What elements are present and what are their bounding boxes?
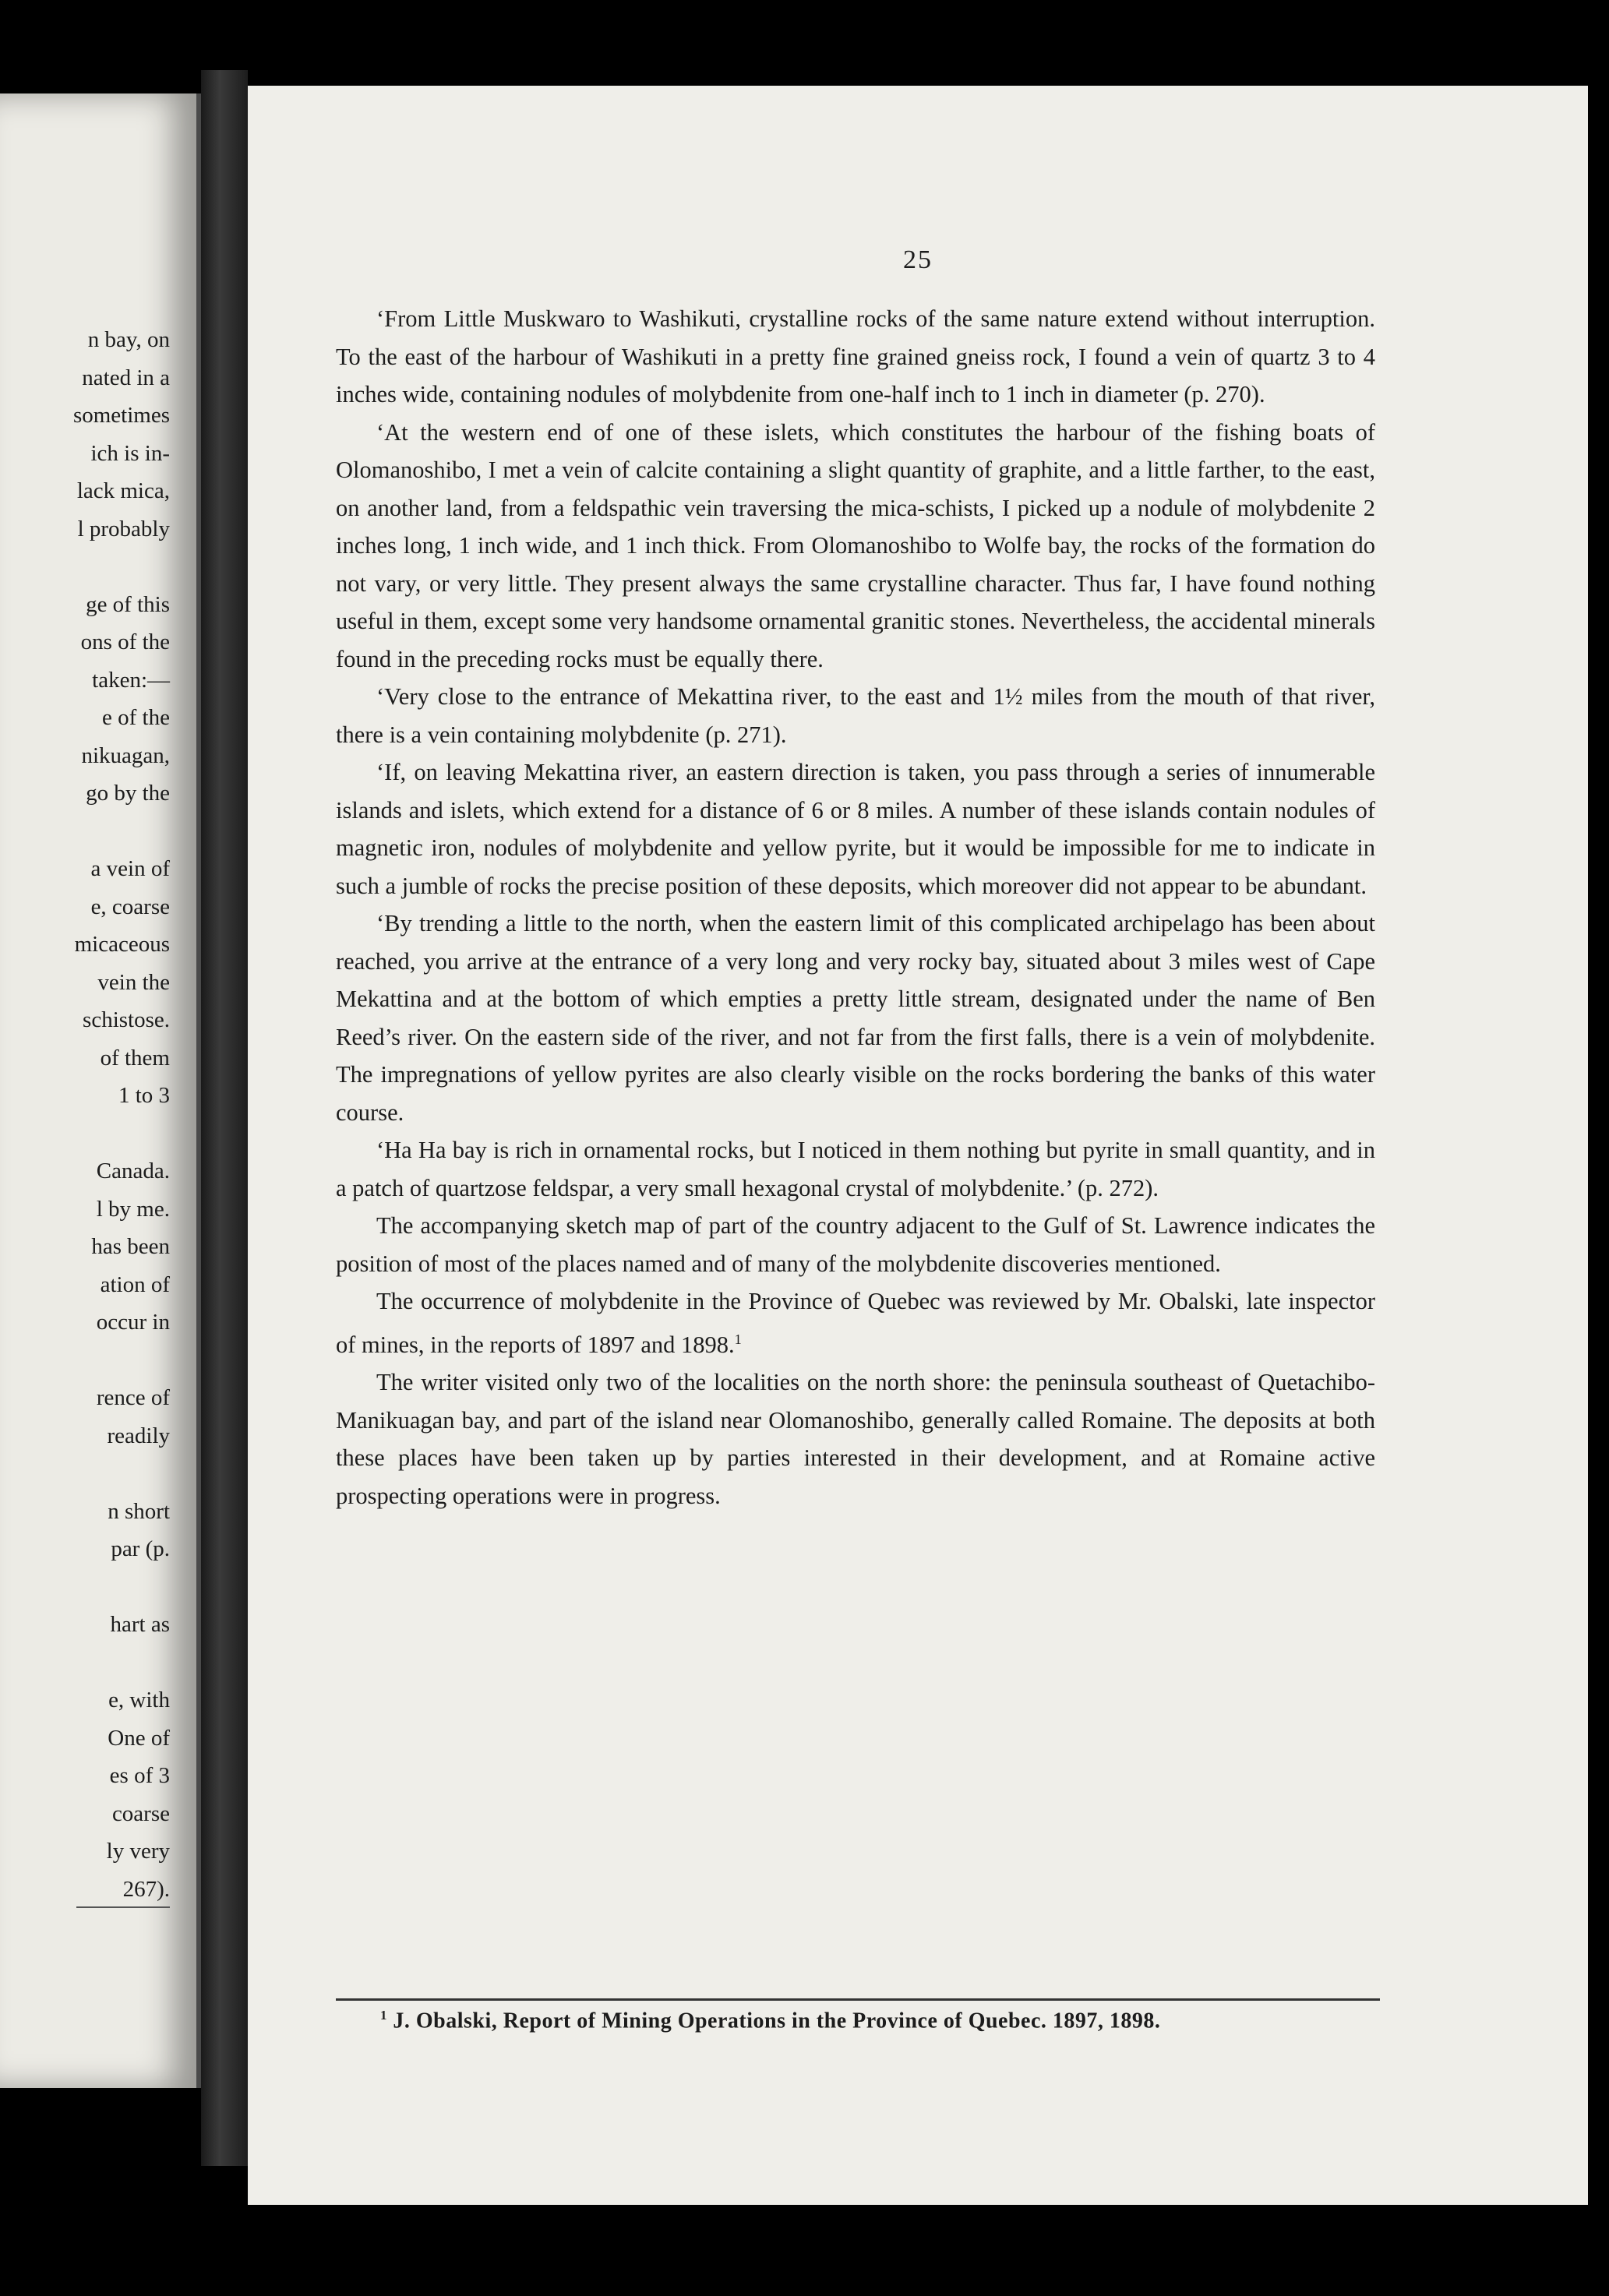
footnote-divider bbox=[336, 1998, 1380, 2001]
left-line bbox=[0, 1455, 170, 1493]
left-line: ge of this bbox=[86, 591, 170, 617]
left-line: taken:— bbox=[92, 667, 170, 693]
left-line: occur in bbox=[96, 1310, 170, 1335]
paragraph: ‘By trending a little to the north, when the eastern limit of this complicated archipelago has been about reached, you arrive at the entrance of a very long and very rocky bay, situated about 3 miles west of Cape Mekattina and at the bottom of which empties a pretty little stream, designated under the name of Ben Reed’s river. On the eastern side of the river, and not far from the first falls, there is a vein of molybdenite. The impregnations of yellow pyrites are also clearly visible on the rocks bordering the banks of this water course. bbox=[336, 910, 1375, 1126]
left-page-text bbox=[0, 321, 170, 1908]
book-spine bbox=[201, 70, 248, 2166]
left-line: n short bbox=[108, 1498, 170, 1524]
left-line: 267). bbox=[122, 1876, 170, 1902]
paragraph: ‘At the western end of one of these islets, which constitutes the harbour of the fishing boats of Olomanoshibo, I met a vein of calcite containing a slight quantity of graphite, and a little farther, to the east, on another land, from a feldspathic vein traversing the mica-schists, I picked up a nodule of molybdenite 2 inches long, 1 inch wide, and 1 inch thick. From Olomanoshibo to Wolfe bay, the rocks of the formation do not vary, or very little. They present always the same crystalline character. Thus far, I have found nothing useful in them, except some very handsome ornamental granitic stones. Nevertheless, the accidental minerals found in the preceding rocks must be equally there. bbox=[336, 418, 1375, 672]
paragraph: The accompanying sketch map of part of the country adjacent to the Gulf of St. Lawrence indicates the position of most of the places named and of many of the molybdenite discoveries mentioned. bbox=[336, 1212, 1375, 1277]
left-line: rence of bbox=[96, 1385, 170, 1410]
footnote-reference[interactable]: 1 bbox=[734, 1331, 742, 1347]
left-page-fragment bbox=[0, 93, 201, 2088]
left-line: coarse bbox=[111, 1800, 170, 1826]
left-line: a vein of bbox=[90, 856, 170, 881]
left-line bbox=[0, 1115, 170, 1153]
body-text bbox=[336, 300, 1375, 1515]
left-line: One of bbox=[108, 1725, 170, 1751]
left-line: l by me. bbox=[96, 1196, 170, 1222]
left-footnote-rule bbox=[76, 1906, 170, 1908]
left-line bbox=[0, 548, 170, 586]
paragraph-with-footnote bbox=[336, 1282, 1375, 1363]
left-line bbox=[0, 1342, 170, 1380]
paragraph: The writer visited only two of the localities on the north shore: the peninsula southeast of Quetachibo-Manikuagan bay, and part of the island near Olomanoshibo, generally called Romaine. The deposits at both these places have been taken up by parties interested in their development, and at Romaine active prospecting operations were in progress. bbox=[336, 1369, 1375, 1509]
left-line: nikuagan, bbox=[81, 742, 170, 768]
left-line: l probably bbox=[77, 516, 170, 541]
left-line: lack mica, bbox=[76, 478, 170, 503]
left-line bbox=[0, 1568, 170, 1606]
left-line: readily bbox=[107, 1423, 170, 1448]
left-line: es of 3 bbox=[109, 1763, 170, 1788]
paragraph: ‘If, on leaving Mekattina river, an eastern direction is taken, you pass through a series of innumerable islands and islets, which extend for a distance of 6 or 8 miles. A number of these islands contain nodules of magnetic iron, nodules of molybdenite and yellow pyrite, but it would be impossible for me to indicate in such a jumble of rocks the precise position of these deposits, which moreover did not appear to be abundant. bbox=[336, 759, 1375, 899]
left-line: schistose. bbox=[83, 1007, 170, 1032]
main-page bbox=[248, 86, 1588, 2205]
left-line: e, with bbox=[108, 1688, 170, 1712]
left-line: 1 to 3 bbox=[118, 1083, 170, 1108]
left-line: e of the bbox=[102, 705, 170, 730]
left-line: ly very bbox=[106, 1839, 170, 1864]
left-line: e, coarse bbox=[90, 894, 170, 919]
left-line bbox=[0, 1644, 170, 1682]
left-line: vein the bbox=[97, 969, 170, 995]
left-line: Canada. bbox=[96, 1159, 170, 1183]
left-line: of them bbox=[100, 1045, 170, 1070]
left-line: nated in a bbox=[82, 365, 170, 390]
footnote bbox=[380, 2008, 1160, 2033]
paragraph: ‘Ha Ha bay is rich in ornamental rocks, but I noticed in them nothing but pyrite in small quantity, and in a patch of quartzose feldspar, a very small hexagonal crystal of molybdenite.’ (p. 272). bbox=[336, 1137, 1375, 1201]
paragraph-text: The occurrence of molybdenite in the Province of Quebec was reviewed by Mr. Obalski, late inspector of mines, in the reports of 1897 and 1898. bbox=[336, 1288, 1375, 1358]
paragraph: ‘From Little Muskwaro to Washikuti, crystalline rocks of the same nature extend without interruption. To the east of the harbour of Washikuti in a pretty fine grained gneiss rock, I found a vein of quartz 3 to 4 inches wide, containing nodules of molybdenite from one-half inch to 1 inch in diameter (p. 270). bbox=[336, 305, 1375, 407]
left-line bbox=[0, 813, 170, 851]
left-line: ich is in- bbox=[90, 440, 170, 466]
page-number: 25 bbox=[903, 245, 933, 274]
footnote-marker: 1 bbox=[380, 2008, 387, 2023]
footnote-text: J. Obalski, Report of Mining Operations in the Province of Quebec. 1897, 1898. bbox=[393, 2009, 1161, 2033]
left-line: par (p. bbox=[111, 1536, 170, 1561]
left-line: hart as bbox=[110, 1612, 170, 1637]
left-line: n bay, on bbox=[87, 327, 170, 352]
paragraph: ‘Very close to the entrance of Mekattina river, to the east and 1½ miles from the mouth of that river, there is a vein containing molybdenite (p. 271). bbox=[336, 683, 1375, 748]
left-line: micaceous bbox=[74, 932, 170, 957]
left-line: has been bbox=[91, 1234, 170, 1259]
left-line: ons of the bbox=[80, 630, 170, 654]
left-line: ation of bbox=[100, 1271, 170, 1297]
left-line: go by the bbox=[86, 781, 170, 806]
left-line: sometimes bbox=[72, 403, 170, 428]
